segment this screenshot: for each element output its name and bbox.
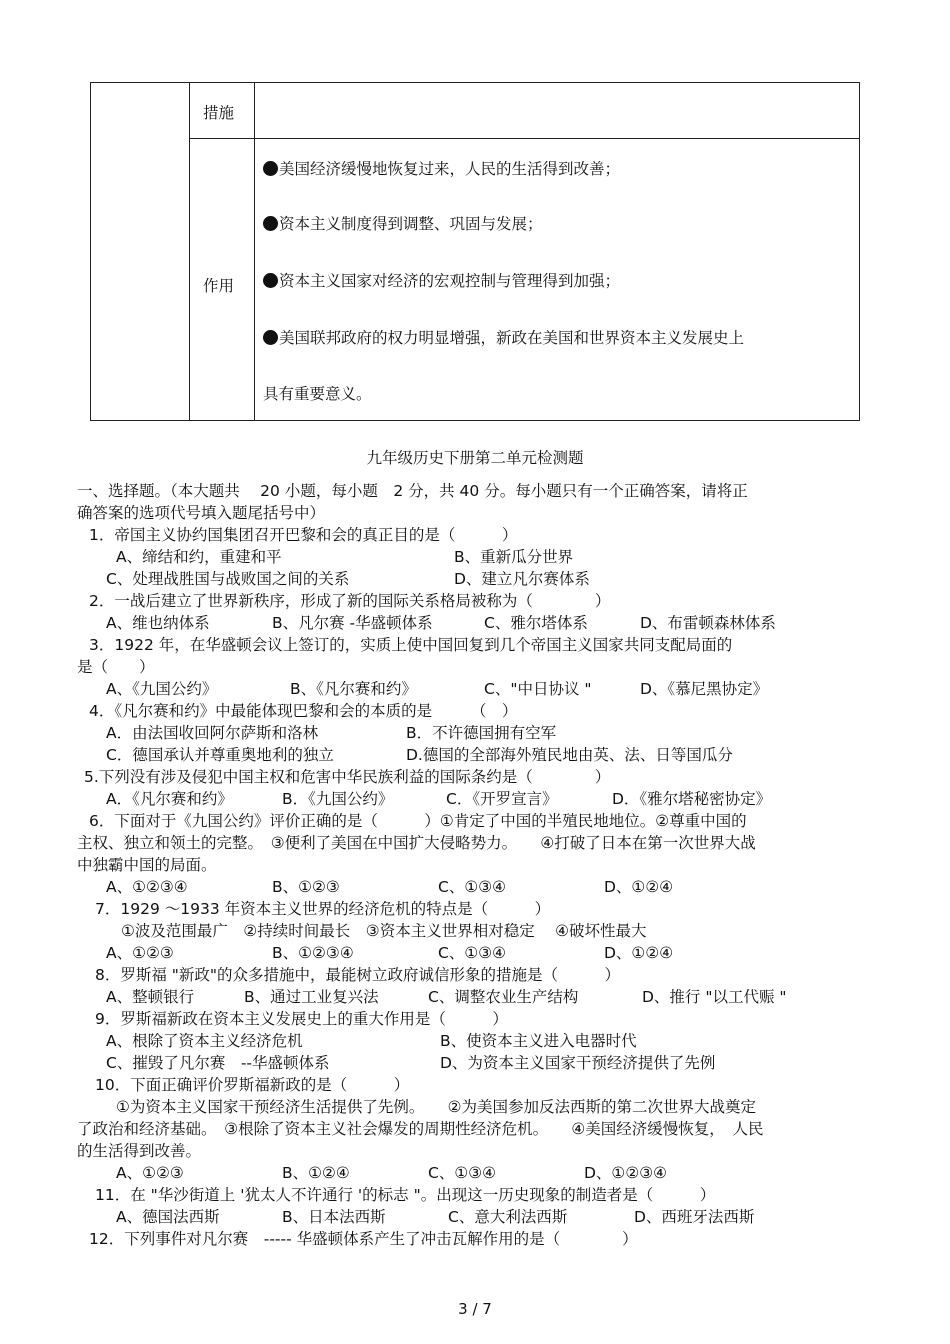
- question-10-cont: 了政治和经济基础。 ③根除了资本主义社会爆发的周期性经济危机。 ④美国经济缓慢恢复， 人民: [77, 1120, 764, 1138]
- option: D、西班牙法西斯: [634, 1208, 755, 1226]
- question-4: 4．《凡尔赛和约》中最能体现巴黎和会的本质的是 （ ）: [89, 702, 518, 720]
- question-3: 3．1922 年，在华盛顿会议上签订的，实质上使中国回复到几个帝国主义国家共同支配局面的: [89, 636, 733, 654]
- option: B、凡尔赛 -华盛顿体系: [272, 614, 433, 632]
- option: C、雅尔塔体系: [484, 614, 588, 632]
- option: D.德国的全部海外殖民地由英、法、日等国瓜分: [406, 746, 733, 764]
- option: A、整顿银行: [106, 988, 195, 1006]
- option: C、①③④: [428, 1164, 497, 1182]
- option: A、德国法西斯: [116, 1208, 220, 1226]
- option: B、①②④: [282, 1164, 350, 1182]
- question-2: 2．一战后建立了世界新秩序，形成了新的国际关系格局被称为（ ）: [89, 592, 611, 610]
- effect-item: 资本主义国家对经济的宏观控制与管理得到加强；: [263, 273, 620, 290]
- bullet-icon: [263, 273, 278, 288]
- question-9: 9．罗斯福新政在资本主义发展史上的重大作用是（ ）: [95, 1010, 508, 1028]
- option: A、《九国公约》: [106, 680, 218, 698]
- option: C、调整农业生产结构: [428, 988, 579, 1006]
- effect-continuation: 具有重要意义。: [263, 385, 372, 403]
- question-6-cont: 主权、独立和领土的完整。 ③便利了美国在中国扩大侵略势力。 ④打破了日本在第一次世界大战: [77, 834, 756, 852]
- option: A、①②③④: [106, 878, 188, 896]
- option: B．《九国公约》: [282, 790, 394, 808]
- option: D．《雅尔塔秘密协定》: [612, 790, 772, 808]
- option: B、①②③: [272, 878, 340, 896]
- bullet-icon: [263, 330, 278, 345]
- option: B、①②③④: [272, 944, 354, 962]
- option: B．不许德国拥有空军: [406, 724, 557, 742]
- option: C、①③④: [438, 878, 507, 896]
- option: D、建立凡尔赛体系: [454, 570, 590, 588]
- option: B、日本法西斯: [282, 1208, 386, 1226]
- question-7: 7．1929 ～1933 年资本主义世界的经济危机的特点是（ ）: [95, 900, 551, 918]
- option: B、使资本主义进入电器时代: [440, 1032, 637, 1050]
- option: A、①②③: [116, 1164, 184, 1182]
- option: D、为资本主义国家干预经济提供了先例: [440, 1054, 716, 1072]
- option: C、处理战胜国与战败国之间的关系: [106, 570, 350, 588]
- option: B、重新瓜分世界: [454, 548, 574, 566]
- question-10-cont: 的生活得到改善。: [77, 1142, 202, 1160]
- question-3-cont: 是（ ）: [77, 658, 155, 676]
- bullet-icon: [263, 161, 278, 176]
- option: C、"中日协议 ": [484, 680, 592, 698]
- option: D、①②③④: [584, 1164, 668, 1182]
- effect-label: 作用: [203, 277, 235, 295]
- bullet-icon: [263, 216, 278, 231]
- effect-item: 美国经济缓慢地恢复过来，人民的生活得到改善；: [263, 161, 620, 178]
- question-6: 6．下面对于《九国公约》评价正确的是（ ）①肯定了中国的半殖民地地位。②尊重中国的: [89, 812, 747, 830]
- page-number: 3 / 7: [458, 1300, 492, 1318]
- option: A、维也纳体系: [106, 614, 210, 632]
- option: D、《慕尼黑协定》: [640, 680, 769, 698]
- effect-item: 美国联邦政府的权力明显增强，新政在美国和世界资本主义发展史上: [263, 330, 744, 347]
- question-10-cont: ①为资本主义国家干预经济生活提供了先例。 ②为美国参加反法西斯的第二次世界大战奠定: [116, 1098, 757, 1116]
- question-7-items: ①波及范围最广 ②持续时间最长 ③资本主义世界相对稳定 ④破坏性最大: [121, 922, 647, 940]
- option: A．《凡尔赛和约》: [106, 790, 233, 808]
- option: A、缔结和约，重建和平: [116, 548, 282, 566]
- option: C．德国承认并尊重奥地利的独立: [106, 746, 334, 764]
- option: D、推行 "以工代赈 ": [642, 988, 787, 1006]
- option: D、布雷顿森林体系: [640, 614, 776, 632]
- option: B、通过工业复兴法: [244, 988, 379, 1006]
- table-row-divider: [189, 138, 860, 139]
- option: A．由法国收回阿尔萨斯和洛林: [106, 724, 319, 742]
- question-6-cont: 中独霸中国的局面。: [77, 856, 217, 874]
- option: C、①③④: [438, 944, 507, 962]
- question-8: 8．罗斯福 "新政"的众多措施中，最能树立政府诚信形象的措施是（ ）: [95, 966, 621, 984]
- question-1: 1．帝国主义协约国集团召开巴黎和会的真正目的是（ ）: [89, 526, 518, 544]
- section-header-cont: 确答案的选项代号填入题尾括号中）: [77, 504, 326, 522]
- option: D、①②④: [604, 878, 674, 896]
- option: B、《凡尔赛和约》: [290, 680, 417, 698]
- effect-item: 资本主义制度得到调整、巩固与发展；: [263, 216, 543, 233]
- option: D、①②④: [604, 944, 674, 962]
- question-10: 10．下面正确评价罗斯福新政的是（ ）: [95, 1076, 410, 1094]
- option: C、意大利法西斯: [448, 1208, 568, 1226]
- question-11: 11．在 "华沙街道上 '犹太人不许通行 '的标志 "。出现这一历史现象的制造者是（ ）: [95, 1186, 716, 1204]
- question-12: 12．下列事件对凡尔赛 ----- 华盛顿体系产生了冲击瓦解作用的是（ ）: [89, 1230, 638, 1248]
- option: A、根除了资本主义经济危机: [106, 1032, 303, 1050]
- section-header: 一、选择题。（本大题共 20 小题，每小题 2 分，共 40 分。每小题只有一个正确答案，请将正: [77, 482, 748, 500]
- page-title: 九年级历史下册第二单元检测题: [366, 449, 584, 467]
- measures-label: 措施: [203, 104, 235, 122]
- option: C．《开罗宣言》: [446, 790, 558, 808]
- measures-table: [90, 82, 860, 421]
- option: C、摧毁了凡尔赛 --华盛顿体系: [106, 1054, 330, 1072]
- question-5: 5.下列没有涉及侵犯中国主权和危害中华民族利益的国际条约是（ ）: [84, 768, 611, 786]
- table-divider-right: [254, 82, 255, 421]
- option: A、①②③: [106, 944, 174, 962]
- table-divider-left: [189, 82, 190, 421]
